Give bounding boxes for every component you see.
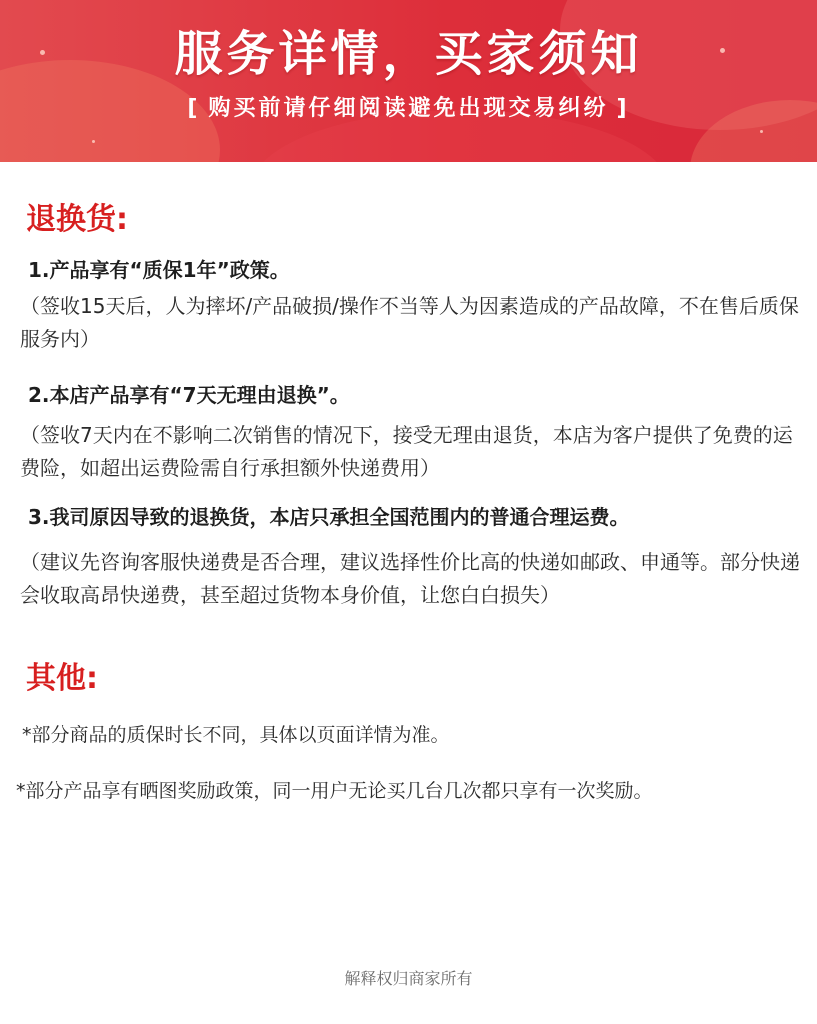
page-subtitle [0,92,817,126]
return-item-note: （签收7天内在不影响二次销售的情况下，接受无理由退货，本店为客户提供了免费的运费险，如超出运费险需自行承担额外快递费用） [20,423,793,480]
footer-disclaimer: 解释权归商家所有 [344,969,473,988]
other-note: *部分商品的质保时长不同，具体以页面详情为准。 [22,724,450,746]
returns-heading: 退换货: [26,202,128,237]
other-heading: 其他: [26,661,98,696]
return-item-title: 1.产品享有“质保1年”政策。 [28,258,290,282]
header-banner [0,0,817,162]
other-note: *部分产品享有晒图奖励政策，同一用户无论买几台几次都只享有一次奖励。 [16,780,653,802]
return-item-title: 3.我司原因导致的退换货，本店只承担全国范围内的普通合理运费。 [28,505,630,529]
banner-sparkle [760,130,763,133]
subtitle-text: 购买前请仔细阅读避免出现交易纠纷 [208,96,609,121]
banner-sparkle [92,140,95,143]
return-item-note: （建议先咨询客服快递费是否合理，建议选择性价比高的快递如邮政、申通等。部分快递会收取高昂快递费，甚至超过货物本身价值，让您白白损失） [20,550,800,607]
subtitle-close-bracket: ] [616,96,630,121]
subtitle-open-bracket: [ [187,96,201,121]
return-item-title: 2.本店产品享有“7天无理由退换”。 [28,383,350,407]
page-title: 服务详情，买家须知 [174,26,643,82]
return-item-note: （签收15天后，人为摔坏/产品破损/操作不当等人为因素造成的产品故障，不在售后质保服务内） [20,294,799,351]
